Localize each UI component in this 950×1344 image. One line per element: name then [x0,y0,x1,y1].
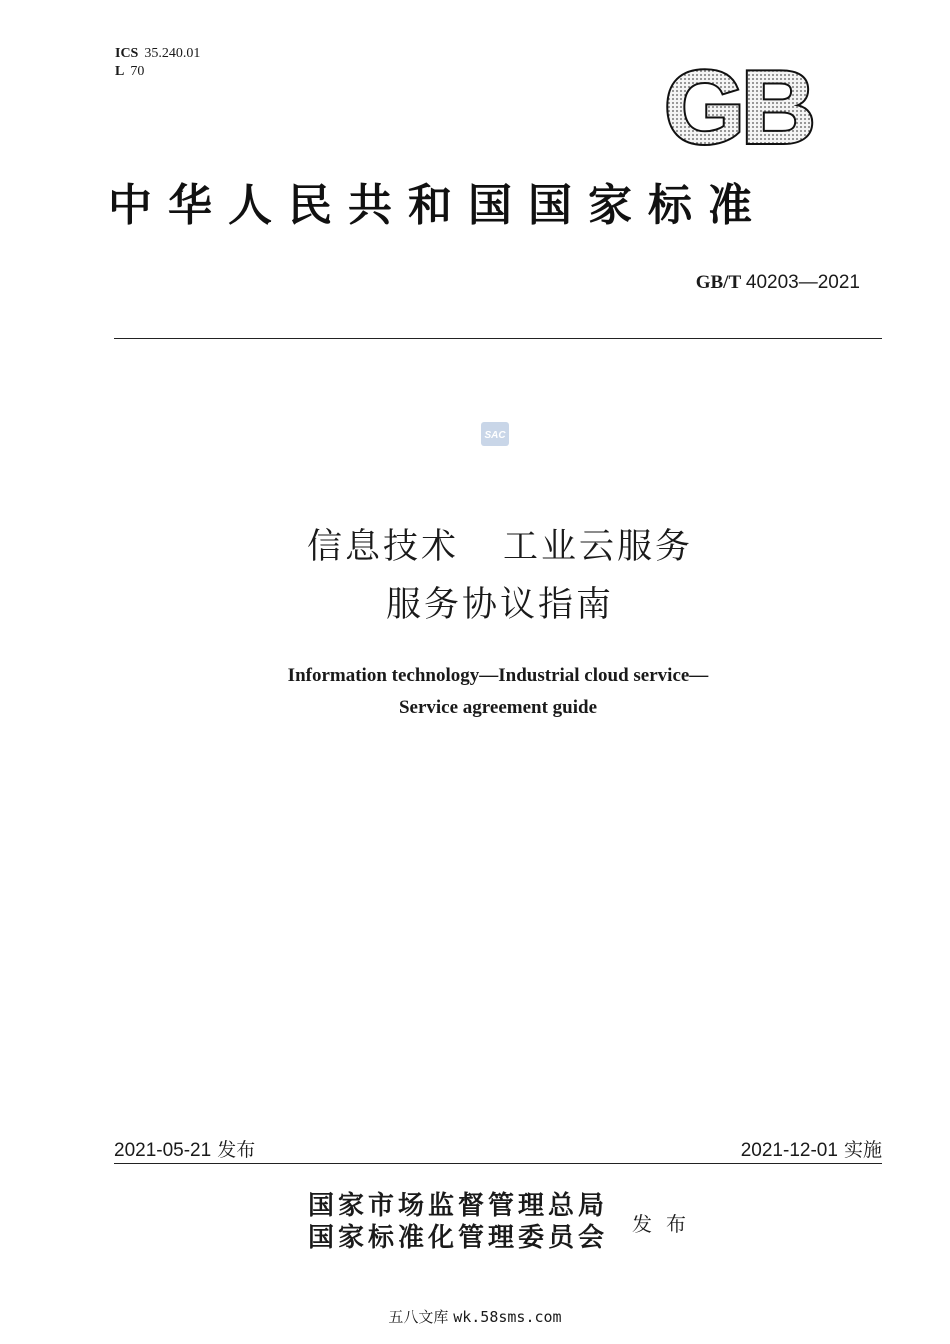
implementation-date-value: 2021-12-01 [740,1140,838,1161]
ics-row [115,45,200,63]
issuer-2: 国家标准化管理委员会 [308,1223,609,1253]
implementation-date [600,1135,882,1162]
gb-logo [643,57,833,155]
class-code: 70 [130,64,145,79]
gb-logo-text: GB [664,57,812,155]
chinese-title [100,518,900,634]
chinese-title-line-1 [100,518,900,576]
header-divider [114,338,882,339]
footer-site-name: 五八文库 [388,1308,449,1326]
standard-number [600,272,860,294]
issuer-1: 国家市场监督管理总局 [308,1191,609,1221]
english-title-line-1: Information technology—Industrial cloud service— [287,665,709,686]
footer-site-url[interactable]: wk.58sms.com [453,1308,562,1326]
english-title [100,660,896,724]
footer-divider [114,1163,882,1164]
national-standard-title: 中华人民共和国国家标准 [108,180,768,231]
issue-date-value: 2021-05-21 [114,1140,212,1161]
ics-code: 35.240.01 [144,46,201,61]
class-label: L [115,64,125,79]
sac-watermark-text: SAC [484,430,506,441]
ics-classification-block [115,45,200,81]
english-title-line-2: Service agreement guide [398,697,598,718]
standard-prefix: GB/T [695,272,742,293]
sac-watermark-icon [480,420,510,448]
publish-label: 发布 [632,1212,700,1236]
implementation-date-label: 实施 [843,1139,882,1161]
page-footer [0,1306,950,1327]
ics-label: ICS [115,46,139,61]
class-row [115,63,200,81]
chinese-title-part-1: 信息技术 [306,527,459,567]
standard-code: 40203—2021 [745,272,860,293]
issuing-authorities [308,1190,608,1254]
chinese-title-line-2: 服务协议指南 [385,585,614,625]
chinese-title-part-2: 工业云服务 [503,527,694,567]
issue-date-label: 发布 [217,1139,256,1161]
issue-date [114,1135,255,1162]
